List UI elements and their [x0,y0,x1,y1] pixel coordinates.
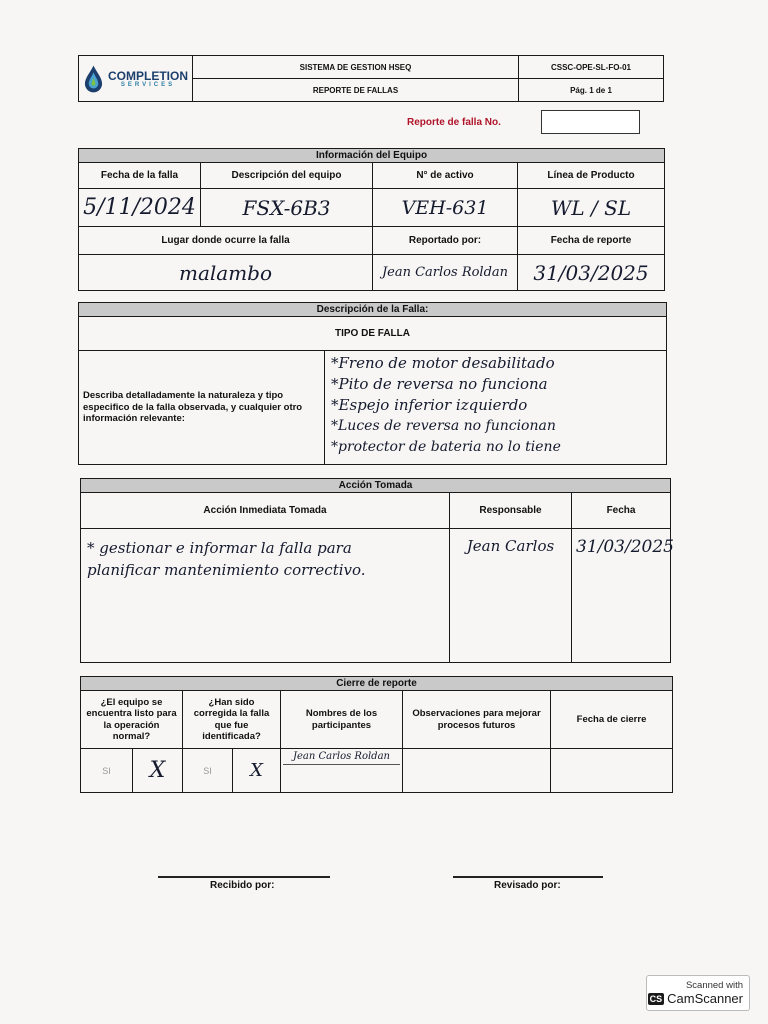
failure-item: *Espejo inferior izquierdo [331,396,528,414]
fecha-reporte-value[interactable]: 31/03/2025 [518,255,665,291]
scanned-with-text: Scanned with [685,980,743,991]
q2-no-mark[interactable]: X [233,749,281,793]
camscanner-logo-icon: CS [649,993,663,1004]
participantes-label: Nombres de los participantes [281,691,403,749]
failure-description-table [78,302,667,465]
numero-activo-value[interactable]: VEH-631 [373,189,518,227]
document-title: REPORTE DE FALLAS [193,79,519,102]
q1-label: ¿El equipo se encuentra listo para la operación normal? [81,691,183,749]
fecha-accion-value[interactable]: 31/03/2025 [572,529,671,663]
page-number: Pág. 1 de 1 [519,79,664,102]
failure-section-title: Descripción de la Falla: [79,303,667,317]
q2-label: ¿Han sido corregida la falla que fue identificada? [183,691,281,749]
q1-si-option[interactable]: SI [81,749,133,793]
fecha-falla-label: Fecha de la falla [79,163,201,189]
document-header [78,55,664,102]
company-name: COMPLETION [108,68,188,83]
closure-section-title: Cierre de reporte [81,677,673,691]
action-taken-table [80,478,674,663]
participantes-value[interactable]: Jean Carlos Roldan [281,749,403,793]
failure-item: *Freno de motor desabilitado [331,354,555,372]
failure-items-list[interactable] [325,351,667,465]
accion-line: * gestionar e informar la falla para [87,539,352,557]
describe-falla-label: Describa detalladamente la naturaleza y tipo especifico de la falla observada, y cualquier otro información relevante: [79,351,325,465]
fecha-cierre-value[interactable] [551,749,673,793]
tipo-falla-label: TIPO DE FALLA [79,317,667,351]
accion-inmediata-label: Acción Inmediata Tomada [81,493,450,529]
revisado-label: Revisado por: [494,880,561,891]
report-number-label: Reporte de falla No. [407,117,501,128]
fecha-reporte-label: Fecha de reporte [518,227,665,255]
report-number-field[interactable] [541,110,640,134]
descripcion-equipo-value[interactable]: FSX-6B3 [201,189,373,227]
descripcion-equipo-label: Descripción del equipo [201,163,373,189]
lugar-falla-label: Lugar donde ocurre la falla [79,227,373,255]
failure-item: *Luces de reversa no funcionan [331,418,556,434]
recibido-signature-line[interactable] [158,876,330,878]
failure-item: *protector de bateria no lo tiene [331,439,561,455]
company-subtitle: SERVICES [120,81,176,88]
failure-item: *Pito de reversa no funciona [331,375,548,393]
closure-table [80,676,673,793]
camscanner-brand: CamScanner [667,991,743,1006]
fecha-falla-value[interactable]: 5/11/2024 [79,189,201,227]
recibido-label: Recibido por: [210,880,275,891]
document-code: CSSC-OPE-SL-FO-01 [519,56,664,79]
accion-inmediata-value[interactable] [81,529,450,663]
observaciones-value[interactable] [403,749,551,793]
lugar-falla-value[interactable]: malambo [79,255,373,291]
observaciones-label: Observaciones para mejorar procesos futuros [403,691,551,749]
equipment-info-table [78,148,665,291]
fecha-accion-label: Fecha [572,493,671,529]
responsable-value[interactable]: Jean Carlos [450,529,572,663]
logo-cell [79,56,193,102]
revisado-signature-line[interactable] [453,876,603,878]
system-title: SISTEMA DE GESTION HSEQ [193,56,519,79]
completion-drop-icon [83,64,104,94]
action-section-title: Acción Tomada [81,479,671,493]
reportado-por-label: Reportado por: [373,227,518,255]
linea-producto-label: Línea de Producto [518,163,665,189]
linea-producto-value[interactable]: WL / SL [518,189,665,227]
responsable-label: Responsable [450,493,572,529]
equipment-section-title: Información del Equipo [79,149,665,163]
q2-si-option[interactable]: SI [183,749,233,793]
reportado-por-value[interactable]: Jean Carlos Roldan [373,255,518,291]
q1-no-mark[interactable]: X [133,749,183,793]
fecha-cierre-label: Fecha de cierre [551,691,673,749]
camscanner-badge [646,975,750,1011]
accion-line: planificar mantenimiento correctivo. [87,561,366,579]
numero-activo-label: N° de activo [373,163,518,189]
